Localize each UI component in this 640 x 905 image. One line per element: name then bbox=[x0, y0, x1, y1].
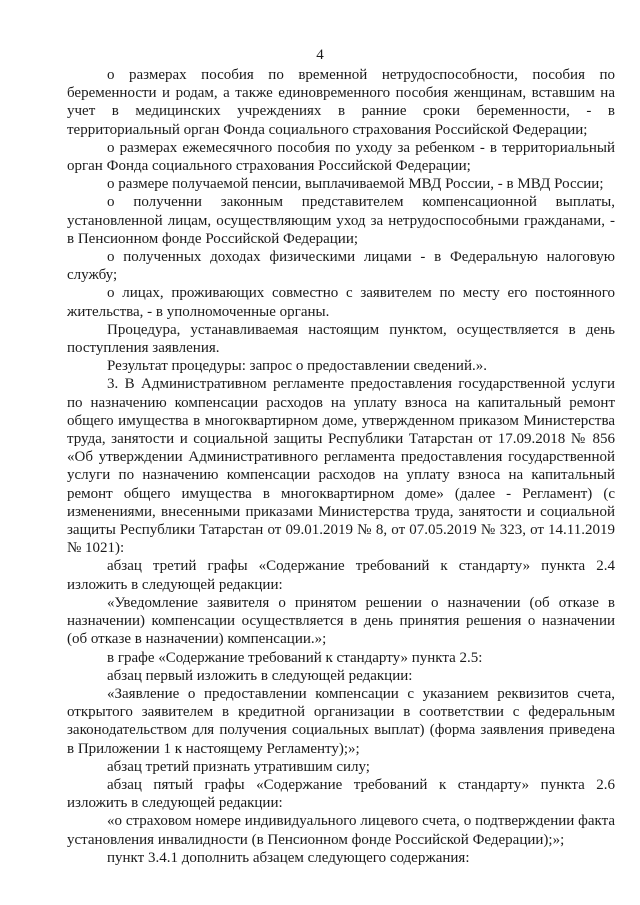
paragraph-amend-2-6: абзац пятый графы «Содержание требований к стандарту» пункта 2.6 изложить в следующей редакции: bbox=[67, 776, 615, 812]
paragraph-first-abzac: абзац первый изложить в следующей редакции: bbox=[107, 667, 413, 684]
paragraph-procedure-timing: Процедура, устанавливаемая настоящим пунктом, осуществляется в день поступления заявления. bbox=[67, 321, 615, 357]
paragraph-temporary-disability-benefit: о размерах пособия по временной нетрудоспособности, пособия по беременности и родам, а также единовременного пособия женщинам, вставшим на учет в медицинских учреждениях в ранние сроки беременности, - в территориальный орган Фонда социального страхования Российской Федерации; bbox=[67, 67, 615, 138]
paragraph-income-tax-service: о полученных доходах физическими лицами - в Федеральную налоговую службу; bbox=[67, 249, 615, 284]
paragraph-snils-text: «о страховом номере индивидуального лицевого счета, о подтверждении факта установления инвалидности (в Пенсионном фонде Российской Федерации);»; bbox=[67, 813, 615, 848]
paragraph-cohabiting-persons: о лицах, проживающих совместно с заявителем по месту его постоянного жительства, - в уполномоченные органы. bbox=[67, 285, 615, 320]
paragraph-amend-3-4-1: пункт 3.4.1 дополнить абзацем следующего содержания: bbox=[107, 849, 470, 866]
paragraph-amend-2-4: абзац третий графы «Содержание требований к стандарту» пункта 2.4 изложить в следующей редакции: bbox=[67, 558, 615, 593]
paragraph-amend-2-5: в графе «Содержание требований к стандарту» пункта 2.5: bbox=[107, 649, 483, 666]
paragraph-procedure-result: Результат процедуры: запрос о предоставлении сведений.». bbox=[107, 358, 487, 375]
page-number: 4 bbox=[316, 47, 324, 63]
paragraph-compensation-payment: о полученни законным представителем компенсационной выплаты, установленной лицам, осуществляющим уход за нетрудоспособными гражданами, - в Пенсионном фонде Российской Федерации; bbox=[67, 194, 615, 247]
document-body bbox=[67, 66, 615, 867]
paragraph-childcare-benefit: о размерах ежемесячного пособия по уходу за ребенком - в территориальный орган Фонда социального страхования Российской Федерации; bbox=[67, 139, 615, 175]
paragraph-section-3-regulation: 3. В Административном регламенте предоставления государственной услуги по назначению компенсации расходов на уплату взноса на капитальный ремонт общего имущества в многоквартирном доме, утвержденном приказом Министерства труда, занятости и социальной защиты Республики Татарстан от 17.09.2018 № 856 «Об утверждении Административного регламента предоставления государственной услуги по назначению компенсации расходов на уплату взноса на капитальный ремонт общего имущества в многоквартирном доме» (далее - Регламент) (с изменениями, внесенными приказами Министерства труда, занятости и социальной защиты Республики Татарстан от 09.01.2019 № 8, от 07.05.2019 № 323, от 14.11.2019 № 1021): bbox=[67, 376, 615, 557]
paragraph-third-abzac-void: абзац третий признать утратившим силу; bbox=[107, 758, 370, 775]
paragraph-mvd-pension: о размере получаемой пенсии, выплачиваемой МВД России, - в МВД России; bbox=[107, 176, 604, 193]
paragraph-notification-text: «Уведомление заявителя о принятом решении о назначении (об отказе в назначении) компенсации осуществляется в день принятия решения о назначении (об отказе в назначении) компенсации.»; bbox=[67, 594, 615, 648]
paragraph-application-text: «Заявление о предоставлении компенсации с указанием реквизитов счета, открытого заявителем в кредитной организации в соответствии с федеральным законодательством для получения социальных выплат) (форма заявления приведена в Приложении 1 к настоящему Регламенту);»; bbox=[67, 685, 615, 757]
